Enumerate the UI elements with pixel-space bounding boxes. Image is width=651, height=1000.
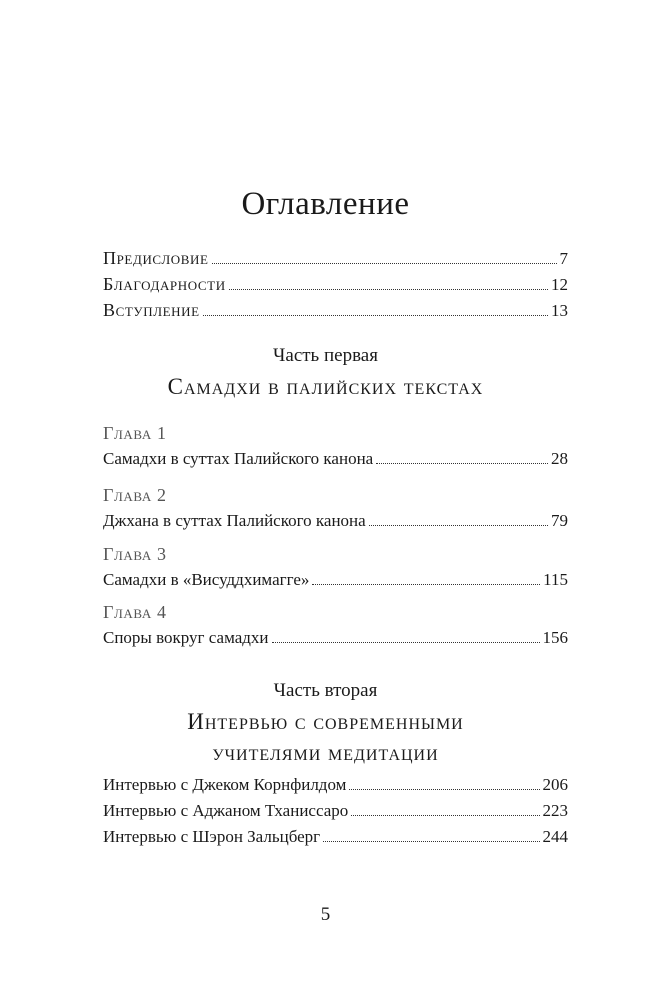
entry-page: 115 <box>543 570 568 589</box>
entry-label: Джхана в суттах Палийского канона <box>103 511 366 530</box>
chapter-label: Глава 2 <box>103 485 167 505</box>
entry-page: 79 <box>551 511 568 530</box>
dot-leader <box>229 288 548 290</box>
chapter-1-block <box>103 420 568 472</box>
part-one-number: Часть первая <box>273 345 378 366</box>
entry-label: Самадхи в «Висуддхимагге» <box>103 570 310 589</box>
toc-entry-chapter-2[interactable] <box>103 508 568 534</box>
toc-entry-interview-kornfield[interactable] <box>103 772 568 798</box>
toc-entry-interview-thanissaro[interactable] <box>103 798 568 824</box>
dot-leader <box>323 840 539 842</box>
entry-label: Предисловие <box>103 248 209 268</box>
entry-page: 223 <box>542 801 568 820</box>
chapter-label: Глава 1 <box>103 423 167 443</box>
dot-leader <box>376 462 548 464</box>
toc-entry-chapter-3[interactable] <box>103 567 568 593</box>
interviews-list <box>103 772 568 850</box>
part-two-title-line-1: Интервью с современными <box>187 709 464 734</box>
entry-label: Самадхи в суттах Палийского канона <box>103 449 374 468</box>
entry-page: 13 <box>551 301 568 320</box>
dot-leader <box>312 583 540 585</box>
toc-entry-acknowledgements[interactable] <box>103 271 568 297</box>
entry-page: 156 <box>542 628 568 647</box>
dot-leader <box>203 314 548 316</box>
entry-label: Споры вокруг самадхи <box>103 628 269 647</box>
entry-page: 7 <box>559 249 568 268</box>
part-one-title: Самадхи в палийских текстах <box>167 374 484 399</box>
part-one-heading <box>0 340 651 402</box>
entry-label: Интервью с Шэрон Зальцберг <box>103 827 321 846</box>
part-two-title-line-2: учителями медитации <box>212 740 439 765</box>
toc-entry-chapter-1[interactable] <box>103 446 568 472</box>
toc-entry-chapter-4[interactable] <box>103 625 568 651</box>
entry-label: Интервью с Аджаном Тханиссаро <box>103 801 349 820</box>
chapter-label: Глава 4 <box>103 602 167 622</box>
entry-label: Интервью с Джеком Корнфилдом <box>103 775 347 794</box>
dot-leader <box>351 814 539 816</box>
entry-page: 206 <box>542 775 568 794</box>
entry-page: 244 <box>542 827 568 846</box>
entry-label: Благодарности <box>103 274 226 294</box>
dot-leader <box>272 641 540 643</box>
entry-page: 12 <box>551 275 568 294</box>
chapter-4-block <box>103 599 568 651</box>
chapter-3-block <box>103 541 568 593</box>
dot-leader <box>349 788 539 790</box>
chapter-2-block <box>103 482 568 534</box>
toc-entry-interview-salzberg[interactable] <box>103 824 568 850</box>
part-two-number: Часть вторая <box>273 680 378 701</box>
page-number: 5 <box>320 904 331 925</box>
toc-entry-introduction[interactable] <box>103 297 568 323</box>
toc-entry-foreword[interactable] <box>103 245 568 271</box>
dot-leader <box>369 524 548 526</box>
part-two-heading <box>0 675 651 768</box>
dot-leader <box>212 262 557 264</box>
page-title: Оглавление <box>241 186 410 222</box>
entry-page: 28 <box>551 449 568 468</box>
chapter-label: Глава 3 <box>103 544 167 564</box>
entry-label: Вступление <box>103 300 200 320</box>
front-matter-list <box>103 245 568 323</box>
